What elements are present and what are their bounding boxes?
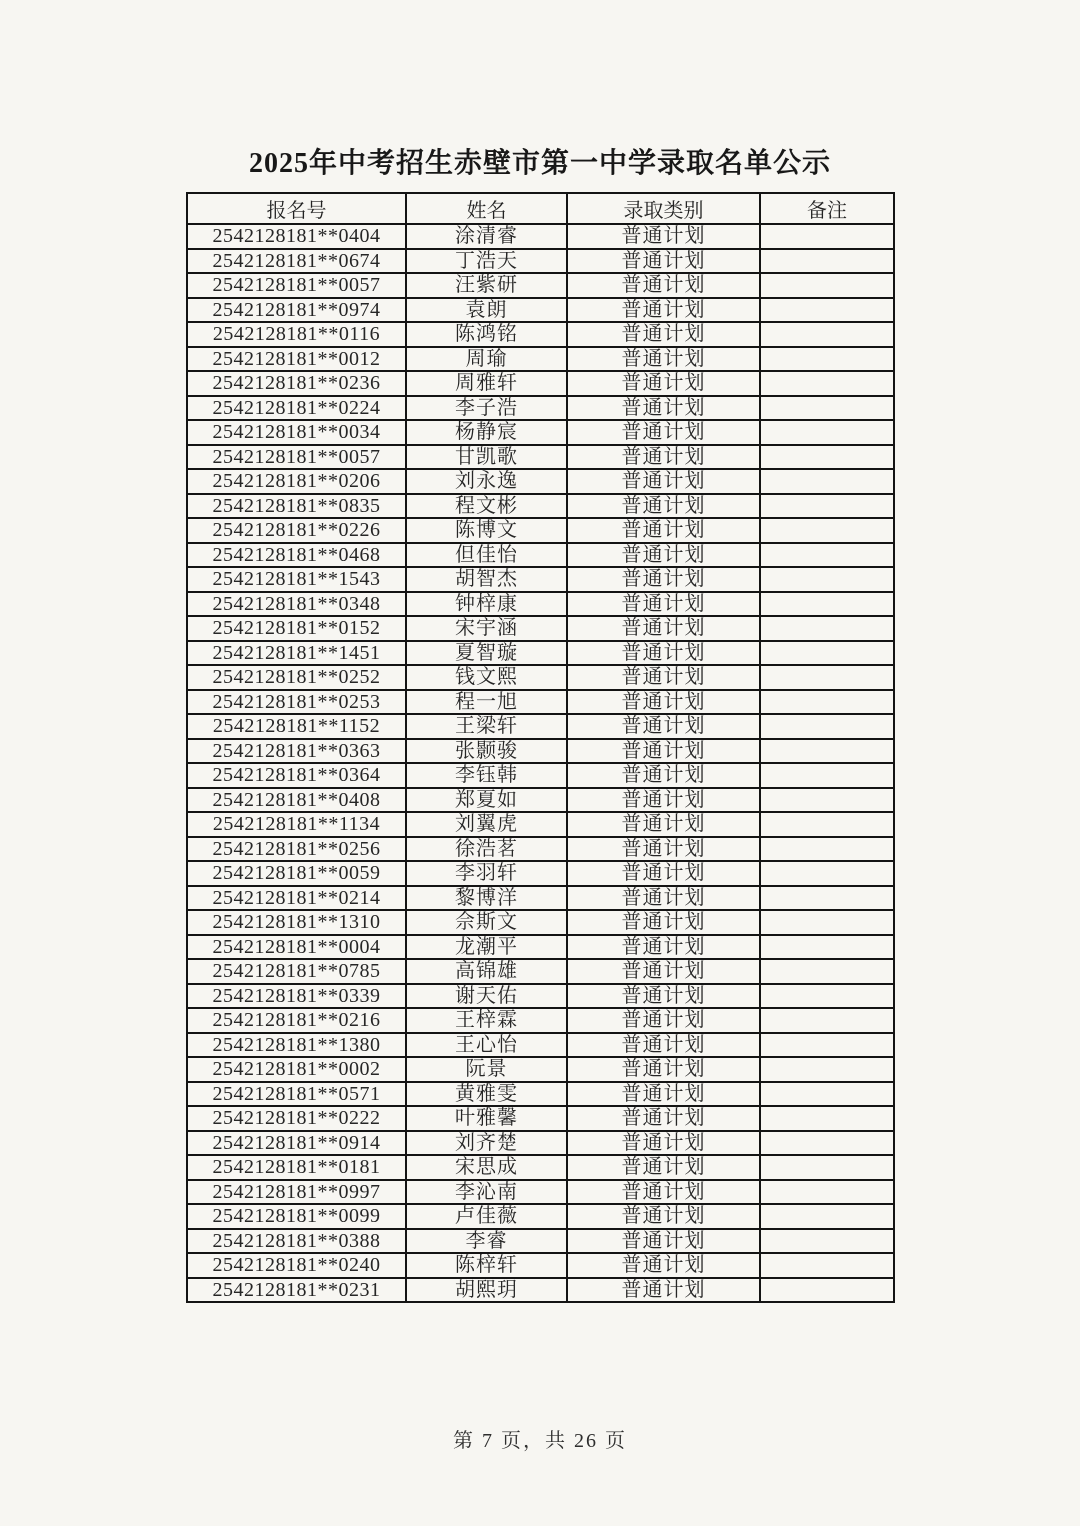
name-cell: 涂清睿 <box>406 224 567 249</box>
admission-category-cell: 普通计划 <box>567 396 760 421</box>
table-row <box>187 861 894 886</box>
admission-category-cell: 普通计划 <box>567 298 760 323</box>
admission-category-cell: 普通计划 <box>567 518 760 543</box>
remark-cell <box>760 1131 894 1156</box>
table-row <box>187 1033 894 1058</box>
registration-number-cell: 2542128181**0253 <box>187 690 406 715</box>
table-row <box>187 494 894 519</box>
admission-table-body <box>187 224 894 1302</box>
name-cell: 陈鸿铭 <box>406 322 567 347</box>
table-row <box>187 910 894 935</box>
remark-cell <box>760 984 894 1009</box>
name-cell: 徐浩茗 <box>406 837 567 862</box>
table-row <box>187 1131 894 1156</box>
remark-cell <box>760 518 894 543</box>
name-cell: 刘齐楚 <box>406 1131 567 1156</box>
admission-category-cell: 普通计划 <box>567 224 760 249</box>
registration-number-cell: 2542128181**0348 <box>187 592 406 617</box>
table-row <box>187 714 894 739</box>
name-cell: 汪紫研 <box>406 273 567 298</box>
remark-cell <box>760 690 894 715</box>
registration-number-cell: 2542128181**0012 <box>187 347 406 372</box>
remark-cell <box>760 249 894 274</box>
remark-cell <box>760 1253 894 1278</box>
table-row <box>187 322 894 347</box>
remark-cell <box>760 494 894 519</box>
name-cell: 阮景 <box>406 1057 567 1082</box>
name-cell: 周瑜 <box>406 347 567 372</box>
name-cell: 夏智璇 <box>406 641 567 666</box>
name-cell: 程一旭 <box>406 690 567 715</box>
name-cell: 杨静宸 <box>406 420 567 445</box>
registration-number-cell: 2542128181**0974 <box>187 298 406 323</box>
admission-category-cell: 普通计划 <box>567 567 760 592</box>
registration-number-cell: 2542128181**0388 <box>187 1229 406 1254</box>
admission-category-cell: 普通计划 <box>567 469 760 494</box>
name-cell: 刘永逸 <box>406 469 567 494</box>
registration-number-cell: 2542128181**0224 <box>187 396 406 421</box>
admission-category-cell: 普通计划 <box>567 1278 760 1303</box>
page-indicator: 第 7 页，共 26 页 <box>453 1430 627 1452</box>
admission-category-cell: 普通计划 <box>567 1033 760 1058</box>
name-cell: 但佳怡 <box>406 543 567 568</box>
table-row <box>187 273 894 298</box>
column-header-name: 姓名 <box>406 193 567 224</box>
admission-category-cell: 普通计划 <box>567 249 760 274</box>
admission-category-cell: 普通计划 <box>567 1204 760 1229</box>
registration-number-cell: 2542128181**0363 <box>187 739 406 764</box>
admission-category-cell: 普通计划 <box>567 665 760 690</box>
table-row <box>187 347 894 372</box>
name-cell: 刘翼虎 <box>406 812 567 837</box>
name-cell: 陈梓轩 <box>406 1253 567 1278</box>
remark-cell <box>760 273 894 298</box>
admission-category-cell: 普通计划 <box>567 445 760 470</box>
admission-category-cell: 普通计划 <box>567 1057 760 1082</box>
name-cell: 丁浩天 <box>406 249 567 274</box>
name-cell: 叶雅馨 <box>406 1106 567 1131</box>
registration-number-cell: 2542128181**0571 <box>187 1082 406 1107</box>
table-row <box>187 567 894 592</box>
remark-cell <box>760 763 894 788</box>
registration-number-cell: 2542128181**0206 <box>187 469 406 494</box>
registration-number-cell: 2542128181**0057 <box>187 273 406 298</box>
name-cell: 王梓霖 <box>406 1008 567 1033</box>
registration-number-cell: 2542128181**1134 <box>187 812 406 837</box>
remark-cell <box>760 1033 894 1058</box>
admission-category-cell: 普通计划 <box>567 1229 760 1254</box>
registration-number-cell: 2542128181**1380 <box>187 1033 406 1058</box>
table-row <box>187 1082 894 1107</box>
name-cell: 胡熙玥 <box>406 1278 567 1303</box>
table-row <box>187 1204 894 1229</box>
registration-number-cell: 2542128181**1310 <box>187 910 406 935</box>
admission-category-cell: 普通计划 <box>567 763 760 788</box>
name-cell: 宋思成 <box>406 1155 567 1180</box>
table-row <box>187 543 894 568</box>
admission-category-cell: 普通计划 <box>567 371 760 396</box>
admission-category-cell: 普通计划 <box>567 690 760 715</box>
registration-number-cell: 2542128181**0116 <box>187 322 406 347</box>
remark-cell <box>760 298 894 323</box>
registration-number-cell: 2542128181**0181 <box>187 1155 406 1180</box>
table-row <box>187 616 894 641</box>
name-cell: 佘斯文 <box>406 910 567 935</box>
admission-category-cell: 普通计划 <box>567 592 760 617</box>
column-header-registration-number: 报名号 <box>187 193 406 224</box>
table-row <box>187 1106 894 1131</box>
table-row <box>187 1155 894 1180</box>
remark-cell <box>760 543 894 568</box>
registration-number-cell: 2542128181**0997 <box>187 1180 406 1205</box>
remark-cell <box>760 837 894 862</box>
registration-number-cell: 2542128181**0057 <box>187 445 406 470</box>
registration-number-cell: 2542128181**0468 <box>187 543 406 568</box>
remark-cell <box>760 1204 894 1229</box>
admission-category-cell: 普通计划 <box>567 910 760 935</box>
table-row <box>187 788 894 813</box>
table-row <box>187 420 894 445</box>
table-row <box>187 445 894 470</box>
name-cell: 程文彬 <box>406 494 567 519</box>
table-row <box>187 837 894 862</box>
name-cell: 胡智杰 <box>406 567 567 592</box>
remark-cell <box>760 1008 894 1033</box>
table-row <box>187 739 894 764</box>
table-row <box>187 592 894 617</box>
remark-cell <box>760 1278 894 1303</box>
remark-cell <box>760 1155 894 1180</box>
remark-cell <box>760 420 894 445</box>
remark-cell <box>760 445 894 470</box>
registration-number-cell: 2542128181**0240 <box>187 1253 406 1278</box>
remark-cell <box>760 641 894 666</box>
table-row <box>187 469 894 494</box>
remark-cell <box>760 1229 894 1254</box>
name-cell: 钟梓康 <box>406 592 567 617</box>
name-cell: 黎博洋 <box>406 886 567 911</box>
remark-cell <box>760 347 894 372</box>
table-row <box>187 984 894 1009</box>
table-row <box>187 371 894 396</box>
remark-cell <box>760 910 894 935</box>
remark-cell <box>760 1106 894 1131</box>
name-cell: 谢天佑 <box>406 984 567 1009</box>
registration-number-cell: 2542128181**1152 <box>187 714 406 739</box>
table-row <box>187 935 894 960</box>
registration-number-cell: 2542128181**0002 <box>187 1057 406 1082</box>
registration-number-cell: 2542128181**0099 <box>187 1204 406 1229</box>
remark-cell <box>760 1180 894 1205</box>
admission-category-cell: 普通计划 <box>567 641 760 666</box>
table-row <box>187 1229 894 1254</box>
registration-number-cell: 2542128181**0034 <box>187 420 406 445</box>
remark-cell <box>760 616 894 641</box>
table-row <box>187 886 894 911</box>
table-row <box>187 812 894 837</box>
admission-table-container <box>186 192 893 1303</box>
remark-cell <box>760 1082 894 1107</box>
registration-number-cell: 2542128181**0256 <box>187 837 406 862</box>
admission-category-cell: 普通计划 <box>567 420 760 445</box>
registration-number-cell: 2542128181**0408 <box>187 788 406 813</box>
remark-cell <box>760 665 894 690</box>
name-cell: 王心怡 <box>406 1033 567 1058</box>
table-row <box>187 224 894 249</box>
admission-category-cell: 普通计划 <box>567 1008 760 1033</box>
remark-cell <box>760 714 894 739</box>
admission-category-cell: 普通计划 <box>567 984 760 1009</box>
registration-number-cell: 2542128181**0339 <box>187 984 406 1009</box>
name-cell: 钱文熙 <box>406 665 567 690</box>
admission-category-cell: 普通计划 <box>567 812 760 837</box>
admission-category-cell: 普通计划 <box>567 1106 760 1131</box>
name-cell: 袁朗 <box>406 298 567 323</box>
column-header-remark: 备注 <box>760 193 894 224</box>
registration-number-cell: 2542128181**0404 <box>187 224 406 249</box>
registration-number-cell: 2542128181**0252 <box>187 665 406 690</box>
registration-number-cell: 2542128181**0214 <box>187 886 406 911</box>
admission-category-cell: 普通计划 <box>567 494 760 519</box>
name-cell: 李睿 <box>406 1229 567 1254</box>
admission-table <box>186 192 895 1303</box>
table-row <box>187 959 894 984</box>
table-row <box>187 396 894 421</box>
name-cell: 陈博文 <box>406 518 567 543</box>
admission-category-cell: 普通计划 <box>567 1253 760 1278</box>
remark-cell <box>760 469 894 494</box>
registration-number-cell: 2542128181**0216 <box>187 1008 406 1033</box>
registration-number-cell: 2542128181**0231 <box>187 1278 406 1303</box>
admission-category-cell: 普通计划 <box>567 1180 760 1205</box>
table-row <box>187 1057 894 1082</box>
admission-category-cell: 普通计划 <box>567 1082 760 1107</box>
registration-number-cell: 2542128181**0835 <box>187 494 406 519</box>
remark-cell <box>760 788 894 813</box>
table-row <box>187 518 894 543</box>
remark-cell <box>760 567 894 592</box>
registration-number-cell: 2542128181**0785 <box>187 959 406 984</box>
name-cell: 甘凯歌 <box>406 445 567 470</box>
admission-category-cell: 普通计划 <box>567 543 760 568</box>
table-row <box>187 665 894 690</box>
name-cell: 黄雅雯 <box>406 1082 567 1107</box>
table-row <box>187 1253 894 1278</box>
registration-number-cell: 2542128181**0004 <box>187 935 406 960</box>
admission-category-cell: 普通计划 <box>567 959 760 984</box>
registration-number-cell: 2542128181**1543 <box>187 567 406 592</box>
table-row <box>187 690 894 715</box>
registration-number-cell: 2542128181**1451 <box>187 641 406 666</box>
remark-cell <box>760 959 894 984</box>
table-row <box>187 1278 894 1303</box>
table-row <box>187 763 894 788</box>
registration-number-cell: 2542128181**0236 <box>187 371 406 396</box>
name-cell: 李钰韩 <box>406 763 567 788</box>
remark-cell <box>760 322 894 347</box>
name-cell: 龙潮平 <box>406 935 567 960</box>
remark-cell <box>760 886 894 911</box>
remark-cell <box>760 371 894 396</box>
admission-category-cell: 普通计划 <box>567 739 760 764</box>
remark-cell <box>760 592 894 617</box>
name-cell: 宋宇涵 <box>406 616 567 641</box>
table-row <box>187 298 894 323</box>
table-row <box>187 1008 894 1033</box>
admission-category-cell: 普通计划 <box>567 322 760 347</box>
admission-category-cell: 普通计划 <box>567 616 760 641</box>
admission-category-cell: 普通计划 <box>567 935 760 960</box>
admission-category-cell: 普通计划 <box>567 1131 760 1156</box>
name-cell: 周雅轩 <box>406 371 567 396</box>
page-title: 2025年中考招生赤壁市第一中学录取名单公示 <box>248 148 831 179</box>
admission-category-cell: 普通计划 <box>567 837 760 862</box>
admission-category-cell: 普通计划 <box>567 788 760 813</box>
name-cell: 王梁轩 <box>406 714 567 739</box>
admission-category-cell: 普通计划 <box>567 1155 760 1180</box>
admission-category-cell: 普通计划 <box>567 886 760 911</box>
name-cell: 李羽轩 <box>406 861 567 886</box>
name-cell: 郑夏如 <box>406 788 567 813</box>
registration-number-cell: 2542128181**0059 <box>187 861 406 886</box>
remark-cell <box>760 1057 894 1082</box>
remark-cell <box>760 861 894 886</box>
registration-number-cell: 2542128181**0226 <box>187 518 406 543</box>
admission-category-cell: 普通计划 <box>567 861 760 886</box>
admission-category-cell: 普通计划 <box>567 714 760 739</box>
table-header-row <box>187 193 894 224</box>
column-header-admission-category: 录取类别 <box>567 193 760 224</box>
name-cell: 卢佳薇 <box>406 1204 567 1229</box>
remark-cell <box>760 812 894 837</box>
remark-cell <box>760 935 894 960</box>
name-cell: 李沁南 <box>406 1180 567 1205</box>
registration-number-cell: 2542128181**0364 <box>187 763 406 788</box>
registration-number-cell: 2542128181**0674 <box>187 249 406 274</box>
remark-cell <box>760 739 894 764</box>
admission-category-cell: 普通计划 <box>567 347 760 372</box>
table-row <box>187 641 894 666</box>
registration-number-cell: 2542128181**0152 <box>187 616 406 641</box>
table-row <box>187 249 894 274</box>
admission-category-cell: 普通计划 <box>567 273 760 298</box>
remark-cell <box>760 224 894 249</box>
name-cell: 张颢骏 <box>406 739 567 764</box>
name-cell: 高锦雄 <box>406 959 567 984</box>
name-cell: 李子浩 <box>406 396 567 421</box>
table-row <box>187 1180 894 1205</box>
registration-number-cell: 2542128181**0222 <box>187 1106 406 1131</box>
remark-cell <box>760 396 894 421</box>
registration-number-cell: 2542128181**0914 <box>187 1131 406 1156</box>
